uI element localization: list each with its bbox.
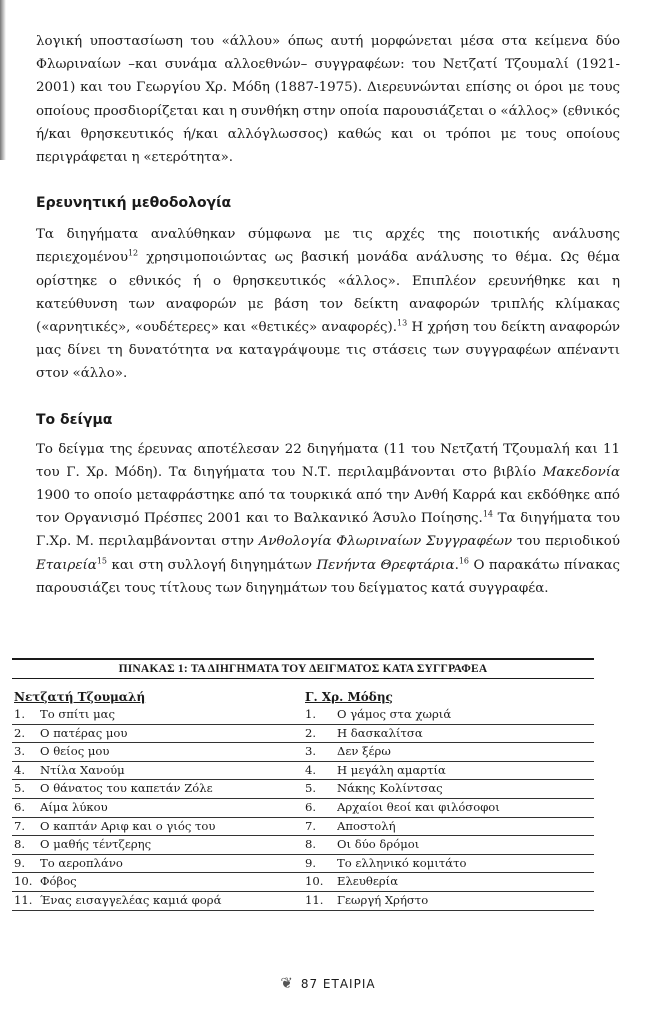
table-row <box>303 762 594 781</box>
story-title: Οι δύο δρόμοι <box>337 837 420 852</box>
table-row <box>12 836 303 855</box>
story-title: Ο θάνατος του καπετάν Ζόλε <box>40 781 213 796</box>
text-run: του περιοδικού <box>512 534 620 550</box>
story-title: Το αεροπλάνο <box>40 855 123 870</box>
story-title: Φόβος <box>40 874 77 889</box>
leaf-ornament-icon: ❦ <box>280 974 294 992</box>
row-number: 10. <box>14 874 33 889</box>
footnote-ref: 14 <box>482 509 494 519</box>
row-number: 1. <box>14 707 26 721</box>
story-title: Αρχαίοι θεοί και φιλόσοφοι <box>337 799 500 814</box>
story-title: Νάκης Κολίντσας <box>337 781 443 796</box>
story-title: Ο πατέρας μου <box>40 725 128 740</box>
row-number: 4. <box>14 762 26 777</box>
story-title: Η μεγάλη αμαρτία <box>337 762 446 777</box>
row-number: 5. <box>14 781 26 796</box>
row-number: 10. <box>305 874 324 889</box>
row-number: 4. <box>305 762 317 777</box>
story-title: Η δασκαλίτσα <box>337 725 423 740</box>
text-run: . <box>454 557 459 573</box>
story-title: Ντίλα Χανούμ <box>40 762 125 777</box>
intro-paragraph: λογική υποστασίωση του «άλλου» όπως αυτή μορφώνεται μέσα στα κείμενα δύο Φλωριναίων –και συνάμα αλλοεθνών– συγγραφέων: του Νετζατί Τζουμαλί (1921-2001) και του Γεωργίου Χρ. Μόδη (1887-1975). Διερευνώνται επίσης οι όροι με τους οποίους προσδιορίζεται και η συνθήκη στην οποία παρουσιάζεται ο «άλλος» (εθνικός ή/και θρησκευτικός ή/και αλλόγλωσσος) καθώς και οι τρόποι με τους οποίους περιγράφεται η «ετερότητα». <box>36 34 620 166</box>
text-run: και στη συλλογή διηγημάτων <box>107 557 317 573</box>
row-number: 1. <box>305 707 317 721</box>
footnote-ref: 13 <box>397 318 408 328</box>
row-number: 9. <box>305 855 317 870</box>
table-row <box>12 743 303 762</box>
table-caption-rule <box>12 678 594 679</box>
footnote-ref: 15 <box>96 556 108 566</box>
table-row <box>303 799 594 818</box>
story-title: Ο μαθής τέντζερης <box>40 837 152 852</box>
page-body <box>36 30 620 600</box>
table-row <box>12 892 303 911</box>
text-run: χρησιμοποιώντας ως βασική μονάδα ανάλυσης το θέμα. Ως θέμα ορίστηκε ο εθνικός ή ο θρησκευτικός «άλλος». Επιπλέον ερευνήθηκε και η κατεύθυνση των αναφορών με βάση τον δείκτη αναφορών τριπλής κλίμακας («αρνητικές», «ουδέτερες» και «θετικές» αναφορές). <box>36 250 620 336</box>
table-row <box>12 855 303 874</box>
story-title: Αίμα λύκου <box>40 799 108 814</box>
table-row <box>303 743 594 762</box>
table-row <box>303 892 594 911</box>
footnote-ref: 12 <box>127 248 139 258</box>
column-modis <box>303 689 594 911</box>
table-row <box>12 799 303 818</box>
table-row <box>303 855 594 874</box>
text-run: Τα διηγήματα αναλύθηκαν σύμφωνα με τις αρχές της ποιοτικής ανάλυσης περιεχομένου <box>36 227 620 266</box>
row-number: 3. <box>305 744 317 759</box>
row-number: 8. <box>305 837 317 852</box>
book-title: Μακεδονία <box>542 464 620 480</box>
page-number: 87 <box>300 977 319 991</box>
text-run: Το δείγμα της έρευνας αποτέλεσαν 22 διηγήματα (11 του Νετζατή Τζουμαλή και 11 του Γ. Χρ. Μόδη). Τα διηγήματα του Ν.Τ. περιλαμβάνονται στο βιβλίο <box>36 441 620 480</box>
table-row <box>12 818 303 837</box>
heading-methodology: Ερευνητική μεθοδολογία <box>36 195 232 212</box>
story-title: Ένας εισαγγελέας καμιά φορά <box>40 892 222 907</box>
methodology-paragraph <box>36 223 620 385</box>
row-number: 7. <box>14 818 26 833</box>
journal-title: Εταιρεία <box>36 557 97 573</box>
table-row <box>12 706 303 725</box>
journal-name: ΕΤΑΙΡΙΑ <box>322 977 376 991</box>
story-title: Ο καπτάν Αριφ και ο γιός του <box>40 818 216 833</box>
rows-tzoumali <box>12 706 303 911</box>
story-title: Ο γάμος στα χωριά <box>337 707 452 721</box>
book-title: Ανθολογία Φλωριναίων Συγγραφέων <box>258 534 513 550</box>
page-edge-shadow <box>0 0 6 160</box>
text-run: Τα διηγήματα του Γ.Χρ. Μ. περιλαμβάνονται στην <box>36 511 620 550</box>
row-number: 6. <box>305 799 317 814</box>
sample-paragraph <box>36 438 620 600</box>
row-number: 11. <box>14 892 33 907</box>
story-title: Ελευθερία <box>337 874 399 889</box>
table-row <box>12 873 303 892</box>
story-title: Δεν ξέρω <box>337 744 391 759</box>
table-columns <box>12 689 594 911</box>
rows-modis <box>303 706 594 911</box>
row-number: 8. <box>14 837 26 852</box>
table-row <box>12 780 303 799</box>
column-header-tzoumali: Νετζατή Τζουμαλή <box>14 690 146 704</box>
story-title: Ο θείος μου <box>40 744 110 759</box>
row-number: 11. <box>305 892 324 907</box>
table-row <box>303 873 594 892</box>
table-caption: ΠΙΝΑΚΑΣ 1: ΤΑ ΔΙΗΓΗΜΑΤΑ ΤΟΥ ΔΕΙΓΜΑΤΟΣ ΚΑΤΑ ΣΥΓΓΡΑΦΕΑ <box>118 663 488 675</box>
column-header-modis: Γ. Χρ. Μόδης <box>305 690 393 704</box>
story-title: Το σπίτι μας <box>40 707 115 721</box>
row-number: 9. <box>14 855 26 870</box>
table-row <box>303 780 594 799</box>
row-number: 6. <box>14 799 26 814</box>
page-footer <box>0 974 656 992</box>
row-number: 2. <box>14 725 26 740</box>
table-row <box>303 706 594 725</box>
table-row <box>303 836 594 855</box>
table-row <box>12 725 303 744</box>
column-tzoumali <box>12 689 303 911</box>
row-number: 5. <box>305 781 317 796</box>
story-title: Αποστολή <box>337 818 396 833</box>
table-row <box>303 818 594 837</box>
text-run: Η χρήση του δείκτη αναφορών μας δίνει τη δυνατότητα να καταγράψουμε τις στάσεις των συγγραφέων απέναντι στον «άλλο». <box>36 320 621 382</box>
story-title: Το ελληνικό κομιτάτο <box>337 855 467 870</box>
footnote-ref: 16 <box>458 556 470 566</box>
table-row <box>303 725 594 744</box>
text-run: 1900 το οποίο μεταφράστηκε από τα τουρκικά από την Ανθή Καρρά και εκδόθηκε από τον Οργανισμό Πρέσπες 2001 και το Βαλκανικό Άσυλο Ποίησης. <box>36 488 620 527</box>
heading-sample: Το δείγμα <box>36 411 113 428</box>
row-number: 2. <box>305 725 317 740</box>
table-row <box>12 762 303 781</box>
story-title: Γεωργή Χρήστο <box>337 892 429 907</box>
text-run: Ο παρακάτω πίνακας παρουσιάζει τους τίτλους των διηγημάτων του δείγματος κατά συγγραφέα. <box>36 557 621 596</box>
stories-table <box>12 658 594 911</box>
row-number: 3. <box>14 744 26 759</box>
row-number: 7. <box>305 818 317 833</box>
book-title: Πενήντα Θρεφτάρια <box>316 557 455 573</box>
